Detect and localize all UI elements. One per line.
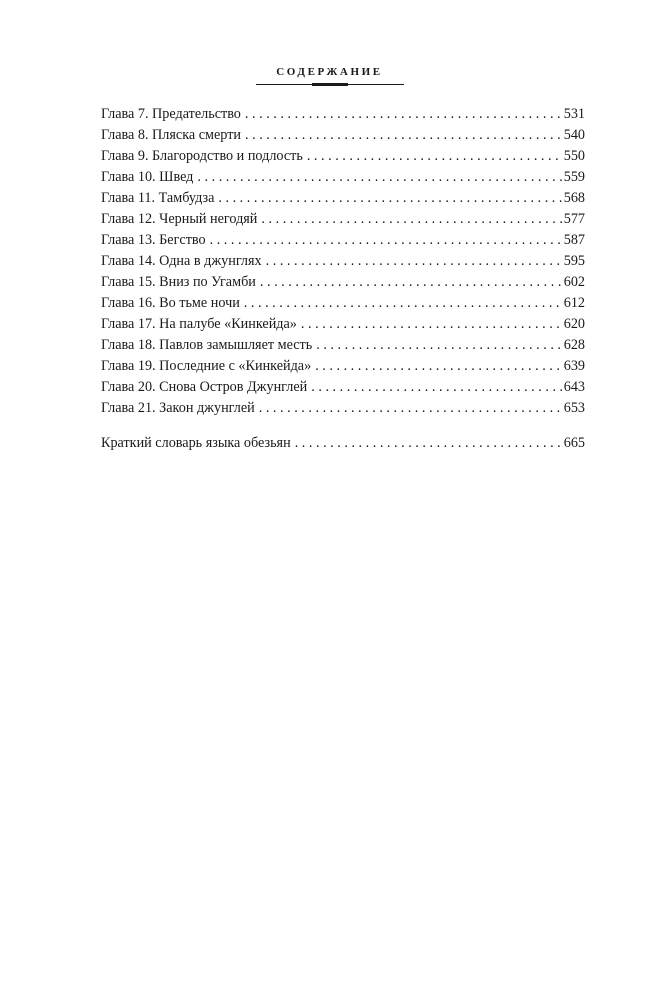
toc-entry-title: Глава 11. Тамбудза [101, 190, 215, 206]
toc-entry-title: Глава 15. Вниз по Угамби [101, 274, 256, 290]
toc-entry-page: 639 [563, 358, 585, 374]
toc-entry-page: 665 [563, 435, 585, 451]
toc-entry-page: 602 [563, 274, 585, 290]
toc-entry-page: 531 [563, 106, 585, 122]
toc-entry-title: Глава 7. Предательство [101, 106, 241, 122]
toc-leader-dots [218, 188, 561, 209]
toc-entry-chapter-14[interactable] [101, 251, 585, 272]
header-rule-accent [312, 83, 348, 86]
toc-entry-chapter-18[interactable] [101, 335, 585, 356]
toc-leader-dots [244, 293, 562, 314]
toc-entry-chapter-20[interactable] [101, 377, 585, 398]
toc-leader-dots [245, 104, 562, 125]
toc-leader-dots [311, 377, 561, 398]
toc-entry-title: Глава 17. На палубе «Кинкейда» [101, 316, 297, 332]
toc-entry-page: 550 [563, 148, 585, 164]
toc-leader-dots [307, 146, 562, 167]
toc-entry-appendix[interactable] [101, 433, 585, 454]
toc-entry-title: Глава 20. Снова Остров Джунглей [101, 379, 308, 395]
toc-section-gap [101, 419, 585, 433]
toc-entry-title: Глава 12. Черный негодяй [101, 211, 258, 227]
toc-leader-dots [197, 167, 561, 188]
toc-entry-page: 612 [563, 295, 585, 311]
toc-entry-page: 568 [563, 190, 585, 206]
toc-entry-title: Глава 10. Швед [101, 169, 194, 185]
toc-leader-dots [259, 398, 562, 419]
toc-entry-chapter-15[interactable] [101, 272, 585, 293]
toc-entry-page: 540 [563, 127, 585, 143]
toc-entry-chapter-13[interactable] [101, 230, 585, 251]
toc-entry-title: Глава 9. Благородство и подлость [101, 148, 303, 164]
toc-entry-page: 587 [563, 232, 585, 248]
toc-entry-chapter-11[interactable] [101, 188, 585, 209]
toc-entry-chapter-8[interactable] [101, 125, 585, 146]
toc-entry-page: 628 [563, 337, 585, 353]
toc-leader-dots [301, 314, 562, 335]
toc-entry-chapter-7[interactable] [101, 104, 585, 125]
page-title: СОДЕРЖАНИЕ [276, 66, 383, 78]
toc-entry-page: 620 [563, 316, 585, 332]
toc-entry-page: 643 [563, 379, 585, 395]
toc-entry-chapter-17[interactable] [101, 314, 585, 335]
toc-entry-page: 577 [563, 211, 585, 227]
table-of-contents [101, 104, 585, 454]
toc-leader-dots [210, 230, 562, 251]
toc-leader-dots [261, 209, 561, 230]
toc-entry-title: Краткий словарь языка обезьян [101, 435, 291, 451]
toc-entry-title: Глава 13. Бегство [101, 232, 206, 248]
toc-leader-dots [245, 125, 562, 146]
toc-entry-title: Глава 19. Последние с «Кинкейда» [101, 358, 312, 374]
toc-entry-page: 559 [563, 169, 585, 185]
toc-entry-page: 595 [563, 253, 585, 269]
toc-leader-dots [266, 251, 562, 272]
toc-entry-title: Глава 8. Пляска смерти [101, 127, 241, 143]
toc-entry-title: Глава 14. Одна в джунглях [101, 253, 262, 269]
toc-entry-title: Глава 16. Во тьме ночи [101, 295, 240, 311]
toc-leader-dots [260, 272, 562, 293]
toc-entry-chapter-19[interactable] [101, 356, 585, 377]
toc-entry-chapter-21[interactable] [101, 398, 585, 419]
toc-entry-chapter-12[interactable] [101, 209, 585, 230]
toc-leader-dots [316, 335, 562, 356]
toc-leader-dots [315, 356, 562, 377]
page-header [0, 62, 659, 81]
toc-entry-chapter-16[interactable] [101, 293, 585, 314]
toc-entry-page: 653 [563, 400, 585, 416]
toc-entry-title: Глава 18. Павлов замышляет месть [101, 337, 313, 353]
toc-entry-chapter-9[interactable] [101, 146, 585, 167]
toc-leader-dots [295, 433, 562, 454]
toc-entry-chapter-10[interactable] [101, 167, 585, 188]
toc-entry-title: Глава 21. Закон джунглей [101, 400, 255, 416]
